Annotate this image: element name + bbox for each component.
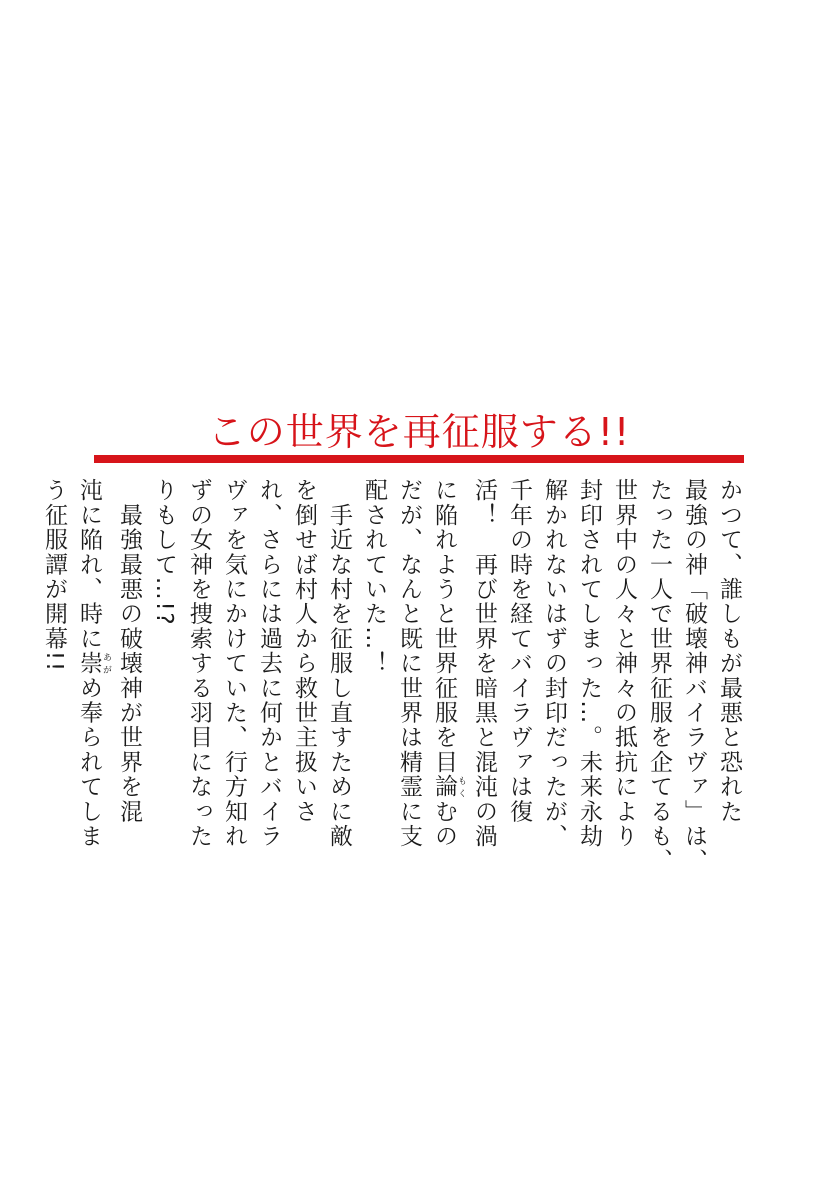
text-line: う征服譚が開幕!! [41, 478, 67, 673]
text-segment: むの [431, 799, 457, 849]
text-line: を倒せば村人から救世主扱いさ [291, 478, 317, 824]
text-line: だが、なんと既に世界は精霊に支 [396, 478, 422, 849]
text-line: 最強最悪の破壊神が世界を混 [116, 478, 142, 824]
text-segment: に陥れようと世界征服を目 [431, 478, 457, 775]
text-segment: 沌に陥れ、時に [76, 478, 102, 651]
red-divider-bar [94, 455, 744, 463]
ruby-base: 論 [431, 774, 457, 800]
ruby-reading: もく [456, 774, 466, 800]
ruby-word [431, 774, 466, 800]
ruby-word [76, 650, 111, 676]
text-line: 活！ 再び世界を暗黒と混沌の渦 [471, 478, 497, 849]
text-line: ヴァを気にかけていた、行方知れ [221, 478, 247, 849]
text-line [426, 478, 466, 1098]
text-line: 配されていた…！ [361, 478, 387, 676]
text-line: りもして…!? [151, 478, 177, 627]
synopsis-text [36, 478, 746, 1098]
text-line: ずの女神を捜索する羽目になった [186, 478, 212, 849]
text-line: 最強の神「破壊神バイラヴァ」は、 [681, 478, 707, 874]
text-line: 世界中の人々と神々の抵抗により [611, 478, 637, 849]
text-line: たった一人で世界征服を企てるも、 [646, 478, 672, 874]
text-line: かつて、誰しもが最悪と恐れた [716, 478, 742, 824]
text-line: 千年の時を経てバイラヴァは復 [506, 478, 532, 824]
text-segment: め奉られてしま [76, 675, 102, 849]
text-line: 手近な村を征服し直すために敵 [326, 478, 352, 849]
ruby-base: 崇 [76, 650, 102, 676]
page-title: この世界を再征服する!! [207, 410, 631, 454]
ruby-reading: あが [101, 650, 111, 676]
text-line: れ、さらには過去に何かとバイラ [256, 478, 282, 849]
red-divider [94, 455, 744, 463]
text-line: 封印されてしまった…。未来永劫 [576, 478, 602, 849]
text-line [71, 478, 111, 1098]
text-line: 解かれないはずの封印だったが、 [541, 478, 567, 849]
